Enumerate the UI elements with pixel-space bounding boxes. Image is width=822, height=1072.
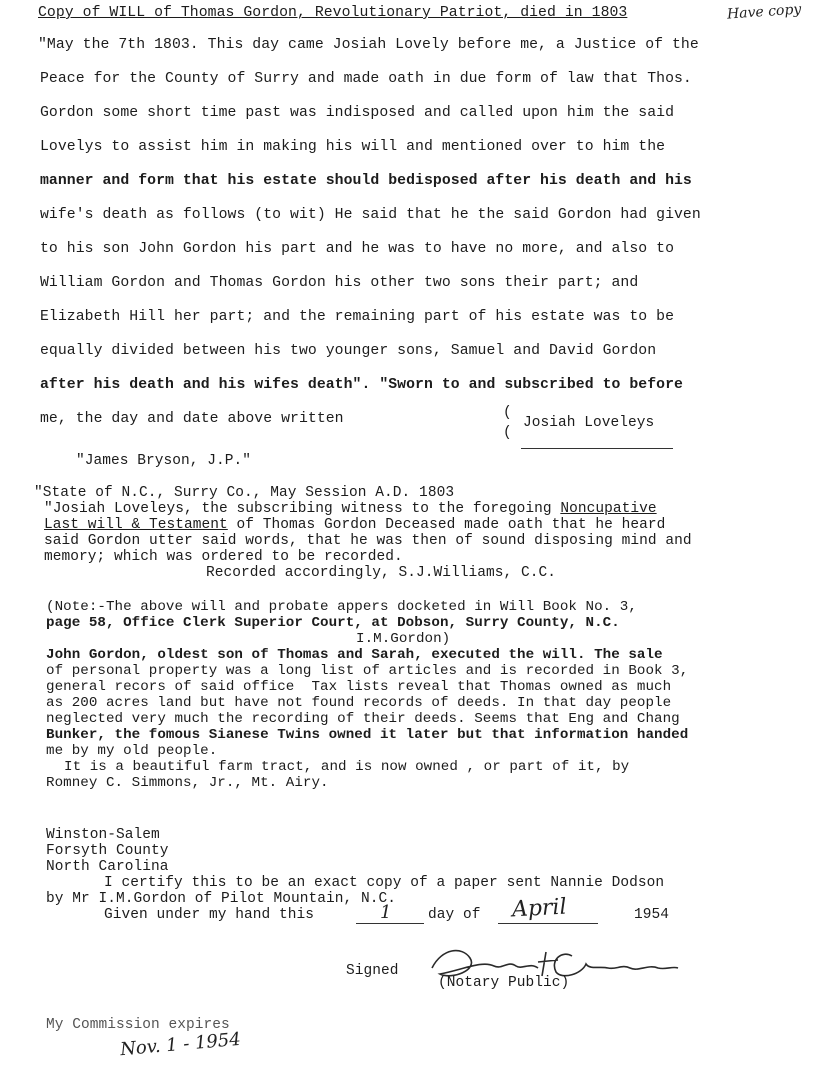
day-blank — [356, 923, 424, 924]
notary-location-3: North Carolina — [46, 859, 169, 875]
will-line: manner and form that his estate should bedisposed after his death and his — [40, 173, 692, 189]
witness-signature-line — [521, 448, 673, 449]
probate-line-1: "Josiah Loveleys, the subscribing witness to the foregoing Noncupative — [44, 501, 657, 517]
note-line: neglected very much the recording of their deeds. Seems that Eng and Chang — [46, 711, 680, 727]
note-line: John Gordon, oldest son of Thomas and Sarah, executed the will. The sale — [46, 647, 663, 663]
note-line: me by my old people. — [46, 743, 218, 759]
will-line: Copy of WILL of Thomas Gordon, Revolutionary Patriot, died in 1803 — [38, 5, 628, 21]
will-line: Peace for the County of Surry and made oath in due form of law that Thos. — [40, 71, 692, 87]
handwritten-month: April — [511, 894, 568, 923]
certify-line-1: I certify this to be an exact copy of a paper sent Nannie Dodson — [104, 875, 665, 891]
certify-line-2: by Mr I.M.Gordon of Pilot Mountain, N.C. — [46, 891, 397, 907]
will-line: Lovelys to assist him in making his will and mentioned over to him the — [40, 139, 666, 155]
will-line: equally divided between his two younger sons, Samuel and David Gordon — [40, 343, 657, 359]
handwritten-note-have-copy: Have copy — [726, 1, 802, 23]
note-line: Bunker, the fomous Sianese Twins owned it later but that information handed — [46, 727, 689, 743]
will-line: after his death and his wifes death". "Sworn to and subscribed to before — [40, 377, 683, 393]
will-line: wife's death as follows (to wit) He said that he the said Gordon had given — [40, 207, 701, 223]
will-line: "May the 7th 1803. This day came Josiah Lovely before me, a Justice of the — [38, 37, 699, 53]
note-line: as 200 acres land but have not found records of deeds. In that day people — [46, 695, 672, 711]
commission-label: My Commission expires — [46, 1017, 230, 1033]
last-will-text: Last will & Testament — [44, 517, 228, 533]
note-line: I.M.Gordon) — [356, 631, 451, 647]
jp-line: "James Bryson, J.P." — [76, 453, 252, 469]
note-line: It is a beautiful farm tract, and is now owned , or part of it, by — [64, 759, 630, 775]
will-line: me, the day and date above written — [40, 411, 344, 427]
notary-location-2: Forsyth County — [46, 843, 169, 859]
note-line: general recors of said office Tax lists reveal that Thomas owned as much — [46, 679, 672, 695]
month-blank — [498, 923, 598, 924]
handwritten-day: 1 — [380, 902, 392, 923]
signed-label: Signed — [346, 963, 399, 979]
will-line: to his son John Gordon his part and he was to have no more, and also to — [40, 241, 674, 257]
handwritten-commission-date: Nov. 1 - 1954 — [119, 1028, 242, 1061]
given-year: 1954 — [634, 907, 670, 923]
probate-line-3: said Gordon utter said words, that he was then of sound disposing mind and — [44, 533, 692, 549]
given-under-hand: Given under my hand this — [104, 907, 315, 923]
notary-location-1: Winston-Salem — [46, 827, 160, 843]
day-of-label: day of — [428, 907, 481, 923]
will-line: Elizabeth Hill her part; and the remaining part of his estate was to be — [40, 309, 674, 325]
witness-bracket: ( — [503, 405, 512, 421]
witness-name: Josiah Loveleys — [523, 415, 655, 431]
note-line: page 58, Office Clerk Superior Court, at Dobson, Surry County, N.C. — [46, 615, 620, 631]
notary-title: (Notary Public) — [438, 975, 570, 991]
note-line: Romney C. Simmons, Jr., Mt. Airy. — [46, 775, 329, 791]
will-line: William Gordon and Thomas Gordon his other two sons their part; and — [40, 275, 639, 291]
witness-bracket-lower: ( — [503, 425, 512, 441]
probate-heading: "State of N.C., Surry Co., May Session A.D. 1803 — [34, 485, 455, 501]
note-line: of personal property was a long list of articles and is recorded in Book 3, — [46, 663, 689, 679]
probate-line-2: Last will & Testament of Thomas Gordon Deceased made oath that he heard — [44, 517, 666, 533]
will-line: Gordon some short time past was indisposed and called upon him the said — [40, 105, 674, 121]
probate-line-4: memory; which was ordered to be recorded. — [44, 549, 403, 565]
noncupative-text: Noncupative — [560, 501, 657, 517]
probate-line-5: Recorded accordingly, S.J.Williams, C.C. — [206, 565, 557, 581]
note-line: (Note:-The above will and probate appers docketed in Will Book No. 3, — [46, 599, 637, 615]
